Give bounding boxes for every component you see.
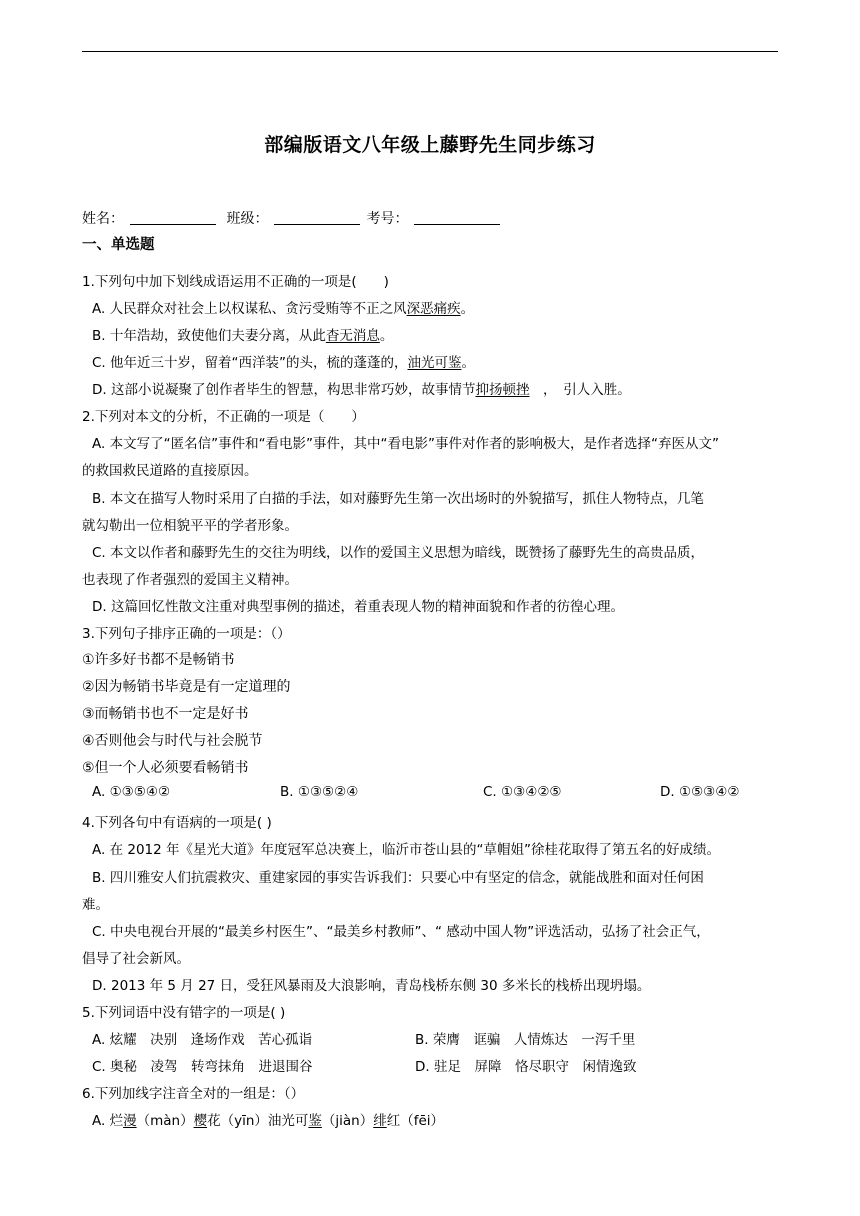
section-heading: 一、单选题	[82, 237, 155, 253]
q2-stem: 2.下列对本文的分析，不正确的一项是（ ）	[82, 409, 365, 425]
name-blank[interactable]	[130, 210, 216, 225]
q6-stem: 6.下列加线字注音全对的一组是：（）	[82, 1086, 305, 1102]
q5-option-c: C. 奥秘 凌驾 转弯抹角 进退围谷	[92, 1059, 313, 1075]
q4-stem: 4.下列各句中有语病的一项是( )	[82, 815, 272, 831]
student-info-row	[82, 208, 506, 228]
q3-option-a: A. ①③⑤④②	[92, 784, 171, 800]
q1-option-d: D. 这部小说凝聚了创作者毕生的智慧，构思非常巧妙，故事情节抑扬顿挫 ， 引人入胜。	[92, 382, 631, 398]
q3-stem: 3.下列句子排序正确的一项是：（）	[82, 626, 291, 642]
q4-option-b-line1: B. 四川雅安人们抗震救灾、重建家园的事实告诉我们：只要心中有坚定的信念，就能战胜和面对任何困	[92, 870, 704, 886]
q1-option-c: C. 他年近三十岁，留着“西洋装”的头，梳的蓬蓬的，油光可鉴。	[92, 355, 475, 371]
q2-option-a-line2: 的救国救民道路的直接原因。	[82, 463, 258, 479]
q2-option-b-line1: B. 本文在描写人物时采用了白描的手法，如对藤野先生第一次出场时的外貌描写，抓住人物特点，几笔	[92, 491, 704, 507]
page-title: 部编版语文八年级上藤野先生同步练习	[264, 134, 596, 156]
q4-option-c-line1: C. 中央电视台开展的“最美乡村医生”、“最美乡村教师”、“ 感动中国人物”评选活动，弘扬了社会正气，	[92, 924, 710, 940]
id-label: 考号：	[366, 211, 409, 227]
q2-option-a-line1: A. 本文写了“匿名信”事件和“看电影”事件，其中“看电影”事件对作者的影响极大，是作者选择“弃医从文”	[92, 436, 720, 452]
q3-option-c: C. ①③④②⑤	[483, 784, 562, 800]
q5-option-b: B. 荣膺 诓骗 人情炼达 一泻千里	[415, 1032, 636, 1048]
q4-option-a: A. 在 2012 年《星光大道》年度冠军总决赛上，临沂市苍山县的“草帽姐”徐桂花取得了第五名的好成绩。	[92, 842, 721, 858]
q6-option-a: A. 烂漫（màn）樱花（yīn）油光可鉴（jiàn）绯红（fēi）	[92, 1113, 445, 1129]
q1-option-b: B. 十年浩劫，致使他们夫妻分离，从此杳无消息。	[92, 328, 394, 344]
q2-option-c-line1: C. 本文以作者和藤野先生的交往为明线，以作的爱国主义思想为暗线，既赞扬了藤野先生的高贵品质，	[92, 545, 705, 561]
q3-option-d: D. ①⑤③④②	[660, 784, 740, 800]
q3-sentence-2: ②因为畅销书毕竟是有一定道理的	[82, 679, 291, 695]
id-blank[interactable]	[414, 210, 500, 225]
q1-stem: 1.下列句中加下划线成语运用不正确的一项是( )	[82, 274, 389, 290]
q3-sentence-5: ⑤但一个人必须要看畅销书	[82, 760, 249, 776]
q1-a-underlined: 深恶痛疾	[406, 301, 461, 317]
q1-c-underlined: 油光可鉴	[407, 355, 462, 371]
q1-d-underlined: 抑扬顿挫	[475, 382, 530, 398]
q4-option-b-line2: 难。	[82, 897, 109, 913]
q4-option-d: D. 2013 年 5 月 27 日，受狂风暴雨及大浪影响，青岛栈桥东侧 30 多米长的栈桥出现坍塌。	[92, 978, 651, 994]
q3-option-b: B. ①③⑤②④	[280, 784, 359, 800]
q2-option-d: D. 这篇回忆性散文注重对典型事例的描述，着重表现人物的精神面貌和作者的彷徨心理。	[92, 599, 624, 615]
q1-option-a: A. 人民群众对社会上以权谋私、贪污受贿等不正之风深恶痛疾。	[92, 301, 475, 317]
q3-sentence-1: ①许多好书都不是畅销书	[82, 652, 235, 668]
q2-option-b-line2: 就勾勒出一位相貌平平的学者形象。	[82, 518, 298, 534]
q2-option-c-line2: 也表现了作者强烈的爱国主义精神。	[82, 572, 298, 588]
q3-sentence-4: ④否则他会与时代与社会脱节	[82, 733, 263, 749]
q4-option-c-line2: 倡导了社会新风。	[82, 951, 190, 967]
name-label: 姓名：	[82, 211, 124, 227]
q5-option-d: D. 驻足 屏障 恪尽职守 闲情逸致	[415, 1059, 637, 1075]
q5-stem: 5.下列词语中没有错字的一项是( )	[82, 1005, 286, 1021]
class-label: 班级：	[226, 211, 269, 227]
q3-sentence-3: ③而畅销书也不一定是好书	[82, 706, 249, 722]
q5-option-a: A. 炫耀 决别 逢场作戏 苦心孤诣	[92, 1032, 313, 1048]
q1-b-underlined: 杳无消息	[325, 328, 380, 344]
class-blank[interactable]	[274, 210, 360, 225]
header-rule	[82, 51, 778, 52]
